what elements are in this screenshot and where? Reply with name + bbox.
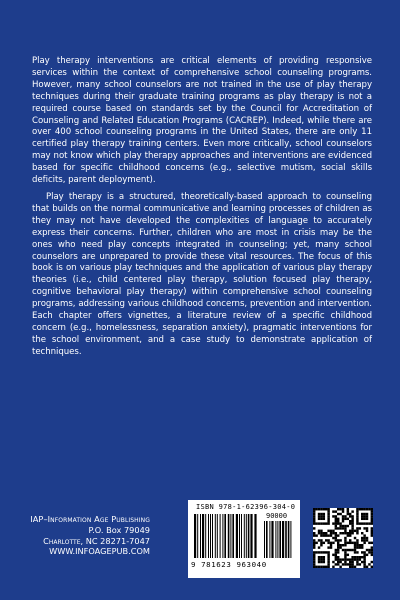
book-description <box>32 56 372 359</box>
barcode-addon-icon <box>264 521 294 558</box>
description-paragraph-1: Play therapy interventions are critical elements of providing responsive services within the context of comprehensive school counseling programs. However, many school counselors are not trained in the use of play therapy techniques during their graduate training programs as play therapy is not a required course based on standards set by the Council for Accreditation of Counseling and Related Education Programs (CACREP). Indeed, while there are over 400 school counseling programs in the United States, there are only 11 certified play therapy training centers. Even more critically, school counselors may not know which play therapy approaches and interventions are evidenced based for specific childhood concerns (e.g., selective mutism, social skills deficits, parent deployment). <box>32 56 372 186</box>
publisher-city: Charlotte, NC 28271-7047 <box>43 535 150 546</box>
addon-code: 90000 <box>266 512 288 520</box>
qr-code-icon <box>313 508 373 568</box>
description-paragraph-2: Play therapy is a structured, theoretically-based approach to counseling that builds on the normal communicative and learning processes of children as they may not have developed the complexities of language to accurately express their concerns. Further, children who are most in crisis may be the ones who need play concepts integrated in counseling; yet, many school counselors are unprepared to provide these vital resources. The focus of this book is on various play techniques and the application of various play therapy theories (i.e., child centered play therapy, solution focused play therapy, cognitive behavioral play therapy) within comprehensive school counseling programs, addressing various childhood concerns, prevention and intervention. Each chapter offers vignettes, a literature review of a specific childhood concern (e.g., homelessness, separation anxiety), pragmatic interventions for the school environment, and a case study to demonstrate application of techniques. <box>32 191 372 357</box>
publisher-name: IAP–Information Age Publishing <box>30 514 150 524</box>
publisher-po-box: P.O. Box 79049 <box>88 524 150 535</box>
ean-digits: 9 781623 963040 <box>191 560 267 569</box>
isbn-barcode <box>188 500 300 578</box>
publisher-info <box>30 514 150 557</box>
publisher-website: WWW.INFOAGEPUB.COM <box>49 546 150 557</box>
isbn-label: ISBN 978-1-62396-304-0 <box>196 503 296 511</box>
barcode-icon <box>194 514 258 558</box>
